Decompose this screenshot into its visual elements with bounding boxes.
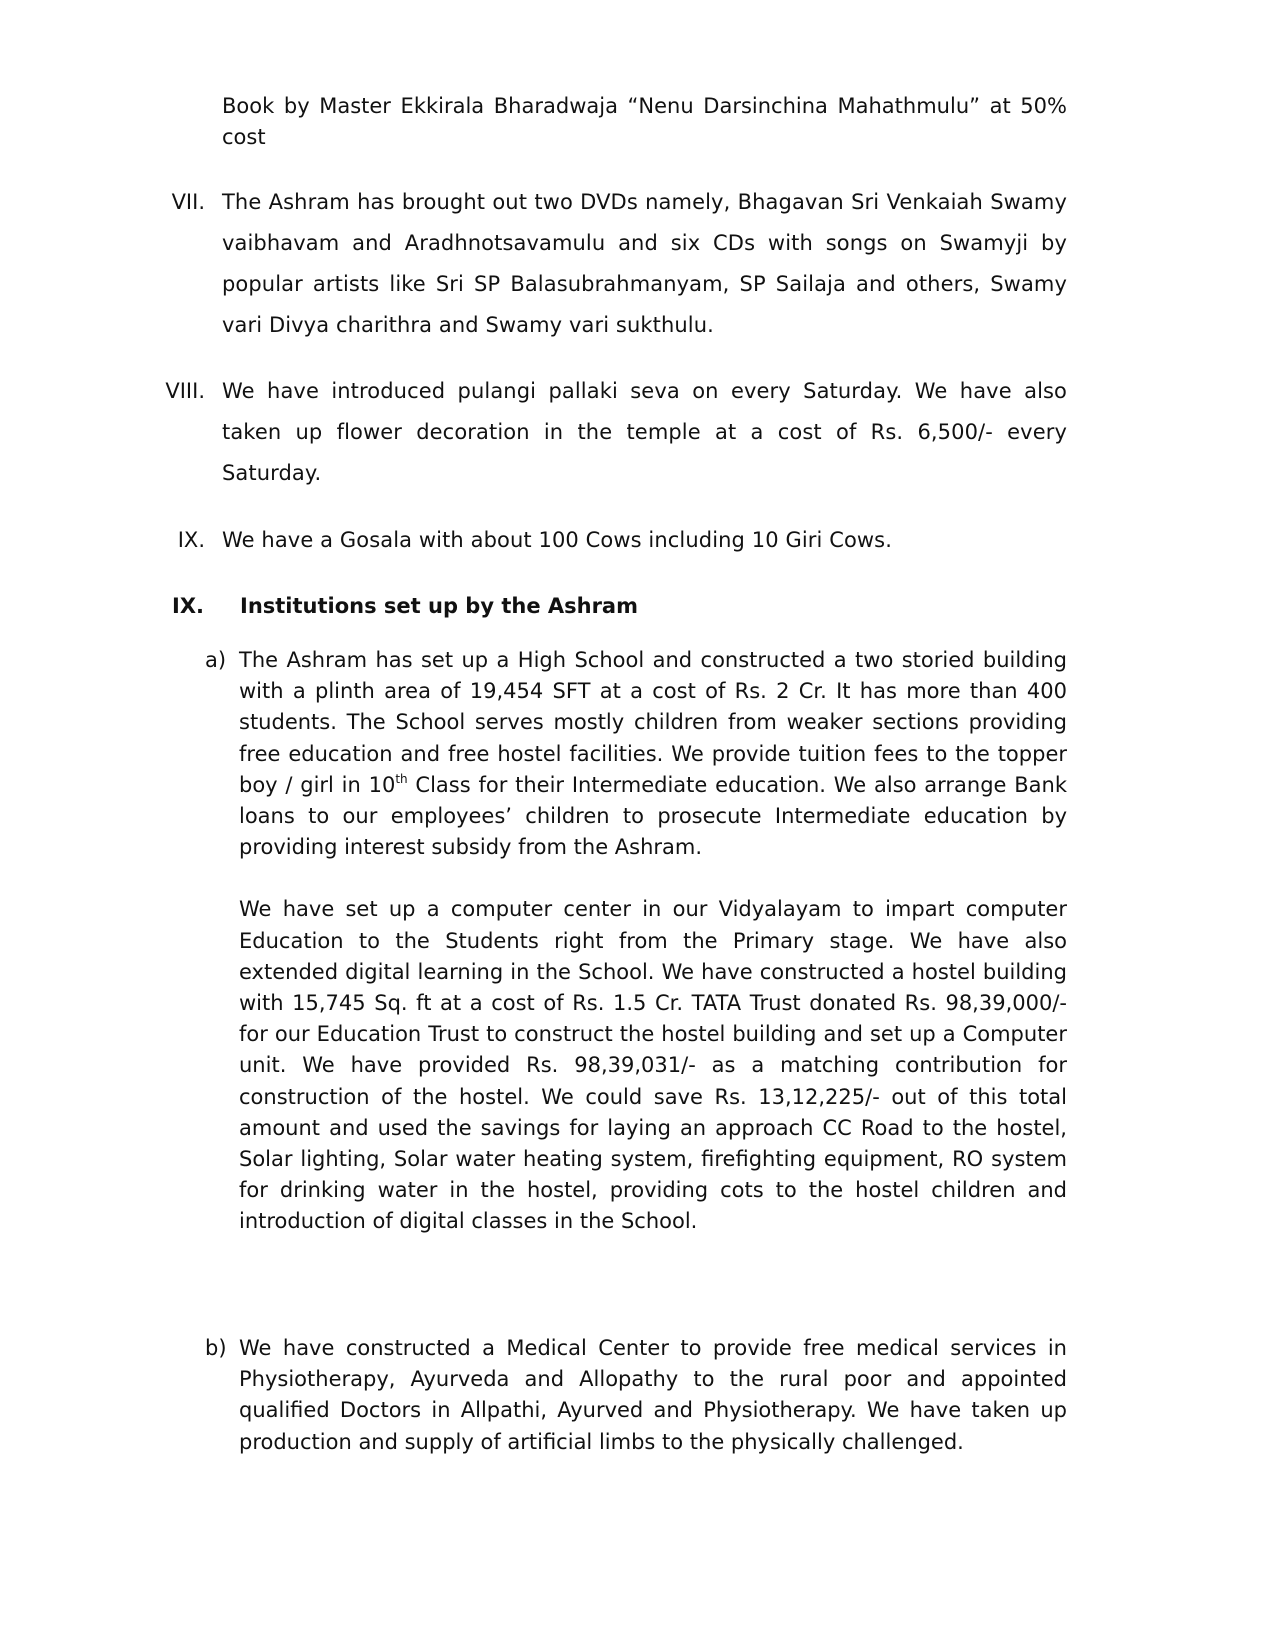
- paragraph-text: The Ashram has set up a High School and constructed a two storied building with a plinth area of 19,454 SFT at a cost of Rs. 2 Cr. It has more than 400 students. The School serves mostly children from weaker sections providing free education and free hostel facilities. We provide tuition fees to the topper boy / girl in 10: [239, 648, 1067, 797]
- list-item-text: We have introduced pulangi pallaki seva on every Saturday. We have also taken up flower decoration in the temple at a cost of Rs. 6,500/- every Saturday.: [222, 379, 1067, 485]
- ordinal-superscript: th: [395, 771, 408, 786]
- item-body: [239, 645, 1067, 1269]
- list-numeral: VII.: [171, 190, 205, 214]
- list-numeral: VIII.: [165, 379, 205, 403]
- item-paragraph-school: [239, 645, 1067, 863]
- item-paragraph-computer-center: We have set up a computer center in our Vidyalayam to impart computer Education to the Students right from the Primary stage. We have also extended digital learning in the School. We have constructed a hostel building with 15,745 Sq. ft at a cost of Rs. 1.5 Cr. TATA Trust donated Rs. 98,39,000/- for our Education Trust to construct the hostel building and set up a Computer unit. We have provided Rs. 98,39,031/- as a matching contribution for construction of the hostel. We could save Rs. 13,12,225/- out of this total amount and used the savings for laying an approach CC Road to the hostel, Solar lighting, Solar water heating system, firefighting equipment, RO system for drinking water in the hostel, providing cots to the hostel children and introduction of digital classes in the School.: [239, 897, 1067, 1234]
- paragraph-text: Class for their Intermediate education. We also arrange Bank loans to our employees’ children to prosecute Intermediate education by providing interest subsidy from the Ashram.: [239, 772, 1067, 860]
- item-body: [239, 1333, 1067, 1489]
- continuation-paragraph: [222, 91, 1067, 153]
- section-numeral: IX.: [172, 594, 204, 618]
- list-item-text: We have a Gosala with about 100 Cows including 10 Giri Cows.: [222, 528, 893, 552]
- item-letter: a): [205, 648, 227, 672]
- item-paragraph-medical-center: We have constructed a Medical Center to provide free medical services in Physiotherapy, Ayurveda and Allopathy to the rural poor and appointed qualified Doctors in Allpathi, Ayurved and Physiotherapy. We have taken up production and supply of artificial limbs to the physically challenged.: [239, 1336, 1067, 1454]
- list-item-text: The Ashram has brought out two DVDs namely, Bhagavan Sri Venkaiah Swamy vaibhavam and Aradhnotsavamulu and six CDs with songs on Swamyji by popular artists like Sri SP Balasubrahmanyam, SP Sailaja and others, Swamy vari Divya charithra and Swamy vari sukthulu.: [222, 190, 1067, 337]
- continuation-text: Book by Master Ekkirala Bharadwaja “Nenu Darsinchina Mahathmulu” at 50% cost: [222, 94, 1067, 149]
- item-letter: b): [205, 1336, 227, 1360]
- list-numeral: IX.: [177, 528, 205, 552]
- section-title: Institutions set up by the Ashram: [240, 594, 638, 618]
